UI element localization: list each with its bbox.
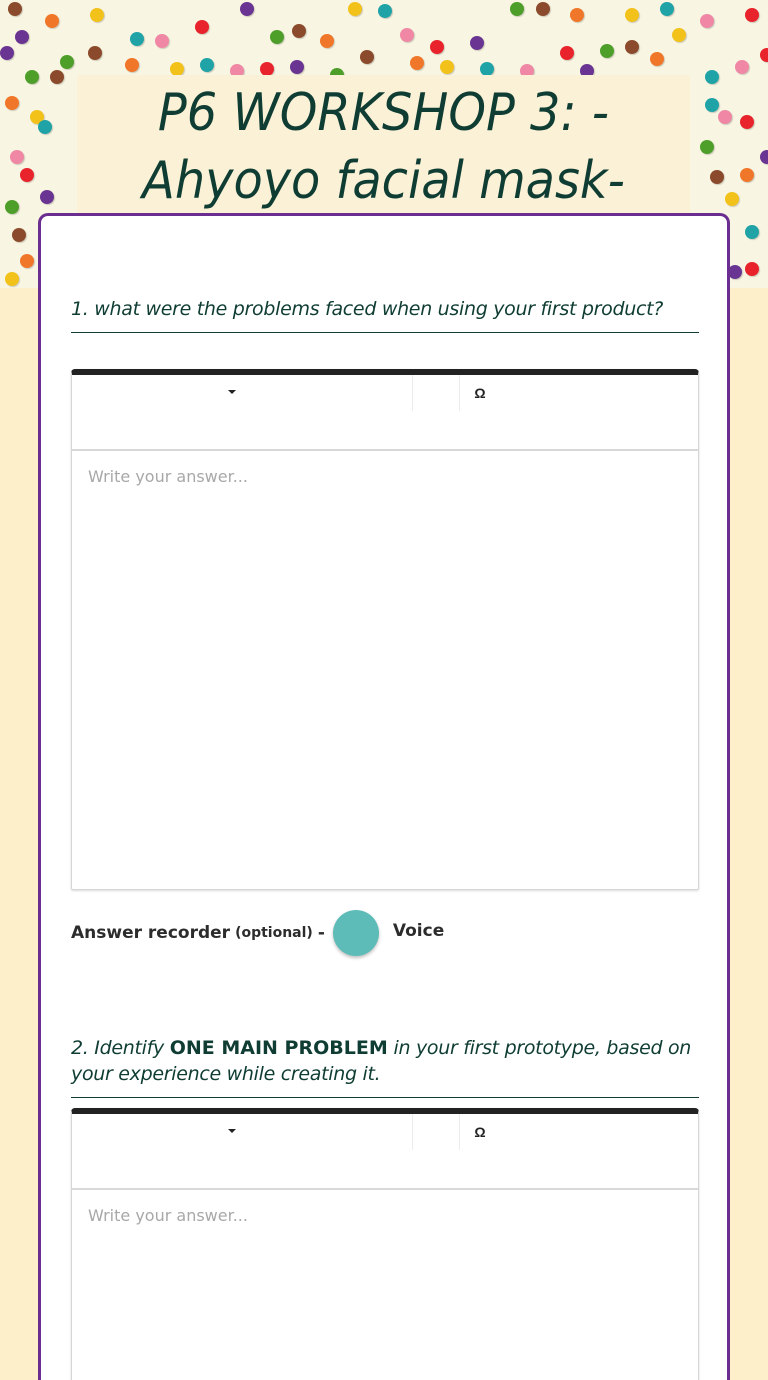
confetti-dot	[130, 32, 144, 46]
format-dropdown[interactable]	[72, 375, 412, 411]
answer-recorder	[71, 910, 444, 956]
confetti-dot	[728, 265, 742, 279]
worksheet-card	[38, 213, 730, 1380]
confetti-dot	[740, 115, 754, 129]
answer-input-1[interactable]	[72, 451, 698, 889]
confetti-dot	[760, 150, 768, 164]
confetti-dot	[5, 96, 19, 110]
confetti-dot	[260, 62, 274, 76]
confetti-dot	[560, 46, 574, 60]
recorder-dash: -	[317, 923, 325, 943]
confetti-dot	[660, 2, 674, 16]
chevron-down-icon	[228, 1129, 236, 1133]
confetti-dot	[710, 170, 724, 184]
confetti-dot	[38, 120, 52, 134]
toolbar-button[interactable]	[413, 375, 459, 411]
confetti-dot	[292, 24, 306, 38]
recorder-optional-label: (optional)	[235, 925, 313, 941]
question-2-emphasis: ONE MAIN PROBLEM	[169, 1037, 388, 1059]
confetti-dot	[50, 70, 64, 84]
omega-icon: Ω	[474, 385, 486, 401]
confetti-dot	[705, 98, 719, 112]
question-2-text	[71, 1035, 699, 1087]
confetti-dot	[155, 34, 169, 48]
confetti-dot	[735, 60, 749, 74]
confetti-dot	[5, 272, 19, 286]
confetti-dot	[410, 56, 424, 70]
answer-input-2[interactable]	[72, 1190, 698, 1380]
confetti-dot	[570, 8, 584, 22]
confetti-dot	[360, 50, 374, 64]
confetti-dot	[672, 28, 686, 42]
confetti-dot	[195, 20, 209, 34]
editor-toolbar-1	[72, 375, 698, 451]
confetti-dot	[718, 110, 732, 124]
question-1-prompt: what were the problems faced when using your first product?	[94, 298, 664, 320]
confetti-dot	[440, 60, 454, 74]
confetti-dot	[240, 2, 254, 16]
omega-icon: Ω	[474, 1124, 486, 1140]
question-2-prompt-start: Identify	[94, 1037, 164, 1059]
confetti-dot	[8, 2, 22, 16]
confetti-dot	[480, 62, 494, 76]
confetti-dot	[90, 8, 104, 22]
confetti-dot	[725, 192, 739, 206]
question-2	[71, 1035, 699, 1098]
confetti-dot	[625, 8, 639, 22]
confetti-dot	[60, 55, 74, 69]
confetti-dot	[625, 40, 639, 54]
format-dropdown[interactable]	[72, 1114, 412, 1150]
confetti-dot	[745, 8, 759, 22]
recorder-label: Answer recorder	[71, 923, 231, 943]
question-2-prompt-end: in your first prototype, based on your experience while creating it.	[71, 1037, 692, 1085]
confetti-dot	[15, 30, 29, 44]
confetti-dot	[378, 4, 392, 18]
chevron-down-icon	[228, 390, 236, 394]
confetti-dot	[470, 36, 484, 50]
answer-editor-1	[71, 369, 699, 890]
confetti-dot	[20, 254, 34, 268]
toolbar-button[interactable]	[413, 1114, 459, 1150]
question-1-number: 1.	[71, 298, 89, 320]
confetti-dot	[510, 2, 524, 16]
confetti-dot	[650, 52, 664, 66]
confetti-dot	[40, 190, 54, 204]
confetti-dot	[12, 228, 26, 242]
confetti-dot	[290, 60, 304, 74]
confetti-dot	[320, 34, 334, 48]
confetti-dot	[170, 62, 184, 76]
special-character-button[interactable]	[460, 1114, 500, 1150]
confetti-dot	[400, 28, 414, 42]
confetti-dot	[125, 58, 139, 72]
answer-editor-2	[71, 1108, 699, 1380]
special-character-button[interactable]	[460, 375, 500, 411]
page-title: P6 WORKSHOP 3: - Ahyoyo facial mask-	[142, 83, 625, 211]
confetti-dot	[5, 200, 19, 214]
confetti-dot	[700, 140, 714, 154]
confetti-dot	[745, 225, 759, 239]
confetti-dot	[200, 58, 214, 72]
confetti-dot	[705, 70, 719, 84]
confetti-dot	[760, 48, 768, 62]
question-1-text	[71, 296, 699, 322]
confetti-dot	[430, 40, 444, 54]
voice-label: Voice	[392, 921, 445, 941]
confetti-dot	[270, 30, 284, 44]
confetti-dot	[88, 46, 102, 60]
question-2-number: 2.	[71, 1037, 89, 1059]
confetti-dot	[20, 168, 34, 182]
confetti-dot	[745, 262, 759, 276]
confetti-dot	[25, 70, 39, 84]
confetti-dot	[348, 2, 362, 16]
title-banner	[77, 75, 690, 235]
confetti-dot	[45, 14, 59, 28]
confetti-dot	[536, 2, 550, 16]
confetti-dot	[600, 44, 614, 58]
confetti-dot	[0, 46, 14, 60]
confetti-dot	[10, 150, 24, 164]
confetti-dot	[740, 168, 754, 182]
record-voice-button[interactable]	[333, 910, 379, 956]
confetti-dot	[700, 14, 714, 28]
editor-toolbar-2	[72, 1114, 698, 1190]
question-1	[71, 296, 699, 333]
